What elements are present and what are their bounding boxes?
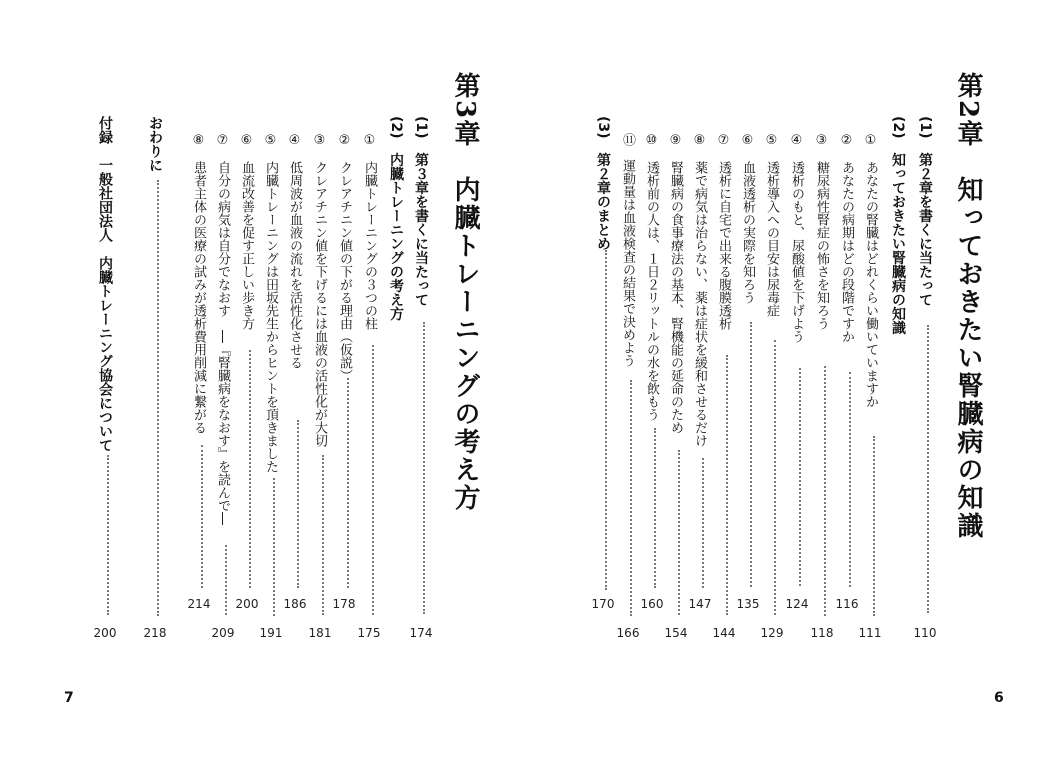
- dot-leader: [630, 380, 634, 616]
- toc-entry: ⑩ 透析前の人は、１日２リットルの水を飲もう: [644, 133, 659, 421]
- page-number: 144: [712, 626, 736, 640]
- toc-entry: おわりに: [147, 116, 163, 172]
- toc-entry: ⑤ 内臓トレーニングは田坂先生からヒントを頂きました: [263, 133, 278, 473]
- page-number: 214: [187, 597, 211, 611]
- chapter-2-title: 第2章 知っておきたい腎臓病の知識: [953, 72, 983, 541]
- dot-leader: [201, 445, 205, 588]
- dot-leader: [654, 428, 658, 588]
- dot-leader: [824, 366, 828, 616]
- folio-number: 6: [994, 690, 1004, 706]
- chapter-3-title: 第3章 内臓トレーニングの考え方: [450, 72, 480, 513]
- page-number: 181: [308, 626, 332, 640]
- page-number: 218: [143, 626, 167, 640]
- page-number: 110: [913, 626, 937, 640]
- page-number: 200: [93, 626, 117, 640]
- folio-number: 7: [64, 690, 74, 706]
- page-number: 124: [785, 597, 809, 611]
- toc-entry: ⑤ 透析導入への目安は尿毒症: [764, 133, 779, 317]
- toc-section-heading: (2) 内臓トレーニングの考え方: [388, 116, 404, 321]
- page-number: 174: [409, 626, 433, 640]
- toc-entry: ④ 低周波が血液の流れを活性化させる: [287, 133, 302, 369]
- page-number: 116: [835, 597, 859, 611]
- page-number: 175: [357, 626, 381, 640]
- toc-entry: ① 内臓トレーニングの３つの柱: [362, 133, 377, 330]
- page-number: 178: [332, 597, 356, 611]
- toc-entry: ③ 糖尿病性腎症の怖さを知ろう: [814, 133, 829, 330]
- dot-leader: [322, 455, 326, 615]
- toc-section-heading: (2) 知っておきたい腎臓病の知識: [890, 116, 906, 335]
- dot-leader: [605, 250, 609, 590]
- page-number: 166: [616, 626, 640, 640]
- dot-leader: [372, 345, 376, 615]
- dot-leader: [750, 322, 754, 587]
- toc-entry: (1) 第２章を書くに当たって: [917, 116, 933, 307]
- toc-entry: ⑧ 患者主体の医療の試みが透析費用削減に繋がる: [191, 133, 206, 434]
- page-number: 170: [591, 597, 615, 611]
- dot-leader: [726, 355, 730, 615]
- dot-leader: [273, 478, 277, 616]
- dot-leader: [927, 325, 931, 613]
- toc-entry: ④ 透析のもと、尿酸値を下げよう: [789, 133, 804, 343]
- toc-entry: ② あなたの病期はどの段階ですか: [839, 133, 854, 343]
- dot-leader: [678, 450, 682, 615]
- toc-entry: ② クレアチニン値の下がる理由（仮説）: [337, 133, 352, 382]
- dot-leader: [297, 420, 301, 588]
- toc-entry: ⑦ 透析に自宅で出来る腹膜透析: [716, 133, 731, 330]
- toc-entry: (1) 第３章を書くに当たって: [413, 116, 429, 307]
- toc-entry: ③ クレアチニン値を下げるには血液の活性化が大切: [312, 133, 327, 447]
- dot-leader: [799, 368, 803, 586]
- toc-entry: ⑪ 運動量は血液検査の結果で決めよう: [620, 133, 635, 367]
- page-number: 191: [259, 626, 283, 640]
- dot-leader: [225, 545, 229, 615]
- dot-leader: [702, 458, 706, 588]
- dot-leader: [873, 436, 877, 616]
- dot-leader: [423, 322, 427, 614]
- page-number: 200: [235, 597, 259, 611]
- dot-leader: [249, 350, 253, 588]
- page-number: 135: [736, 597, 760, 611]
- toc-entry: 付録 一般社団法人 内臓トレーニング協会について: [97, 116, 113, 452]
- toc-entry: ⑦ 自分の病気は自分でなおす ―『腎臓病をなおす』を読んで―: [215, 133, 230, 525]
- dot-leader: [774, 340, 778, 615]
- dot-leader: [157, 180, 161, 616]
- dot-leader: [849, 372, 853, 587]
- page-number: 209: [211, 626, 235, 640]
- page-number: 186: [283, 597, 307, 611]
- page-number: 111: [858, 626, 882, 640]
- page-number: 147: [688, 597, 712, 611]
- page-number: 160: [640, 597, 664, 611]
- toc-entry: ⑥ 血流改善を促す正しい歩き方: [239, 133, 254, 330]
- toc-entry: ① あなたの腎臓はどれくらい働いていますか: [863, 133, 878, 408]
- dot-leader: [107, 455, 111, 615]
- page-number: 118: [810, 626, 834, 640]
- page-number: 129: [760, 626, 784, 640]
- toc-entry: ⑨ 腎臓病の食事療法の基本、腎機能の延命のため: [668, 133, 683, 434]
- toc-entry: ⑧ 薬で病気は治らない、薬は症状を緩和させるだけ: [692, 133, 707, 447]
- toc-entry: (3) 第２章のまとめ: [595, 116, 611, 251]
- page-number: 154: [664, 626, 688, 640]
- toc-entry: ⑥ 血液透析の実際を知ろう: [740, 133, 755, 304]
- dot-leader: [347, 378, 351, 588]
